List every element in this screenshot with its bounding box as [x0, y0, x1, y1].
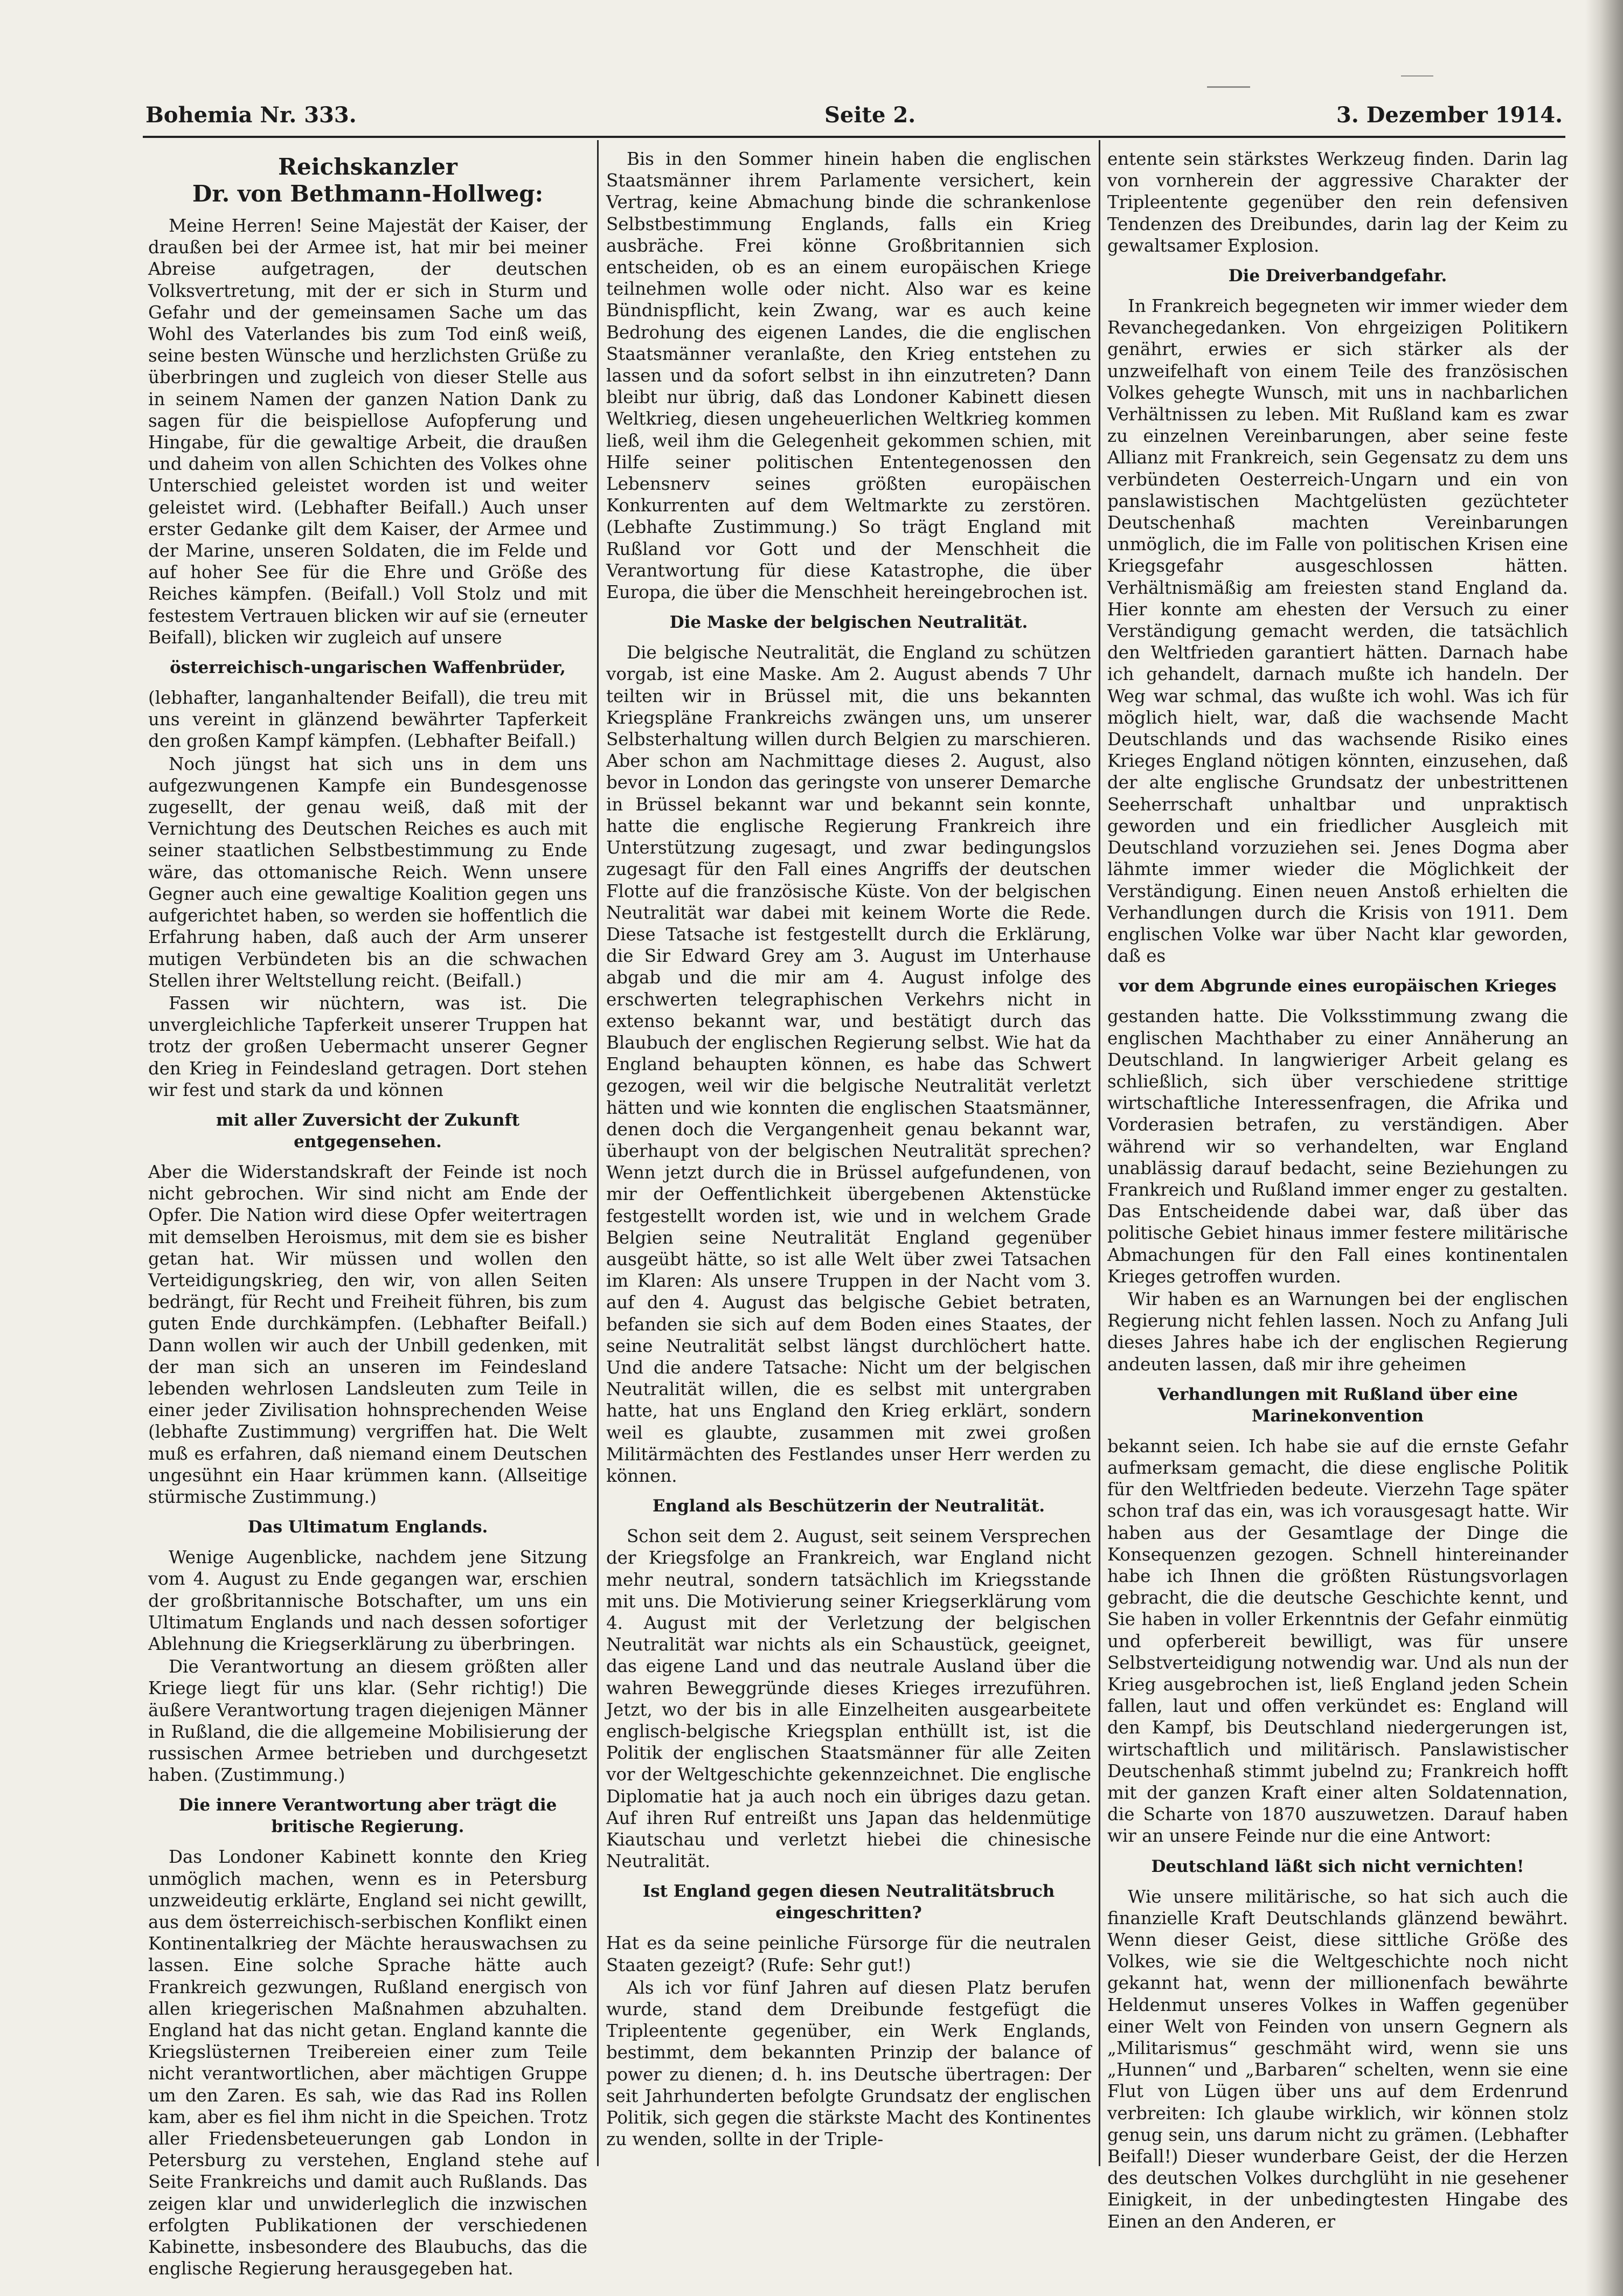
paragraph: gestanden hatte. Die Volksstimmung zwang die englischen Machthaber zu einer Annäherung an Deutschland. In langwieriger Arbeit gelang es schließlich, sich über verschiedene strittige wirtschaftliche Interessenfragen, die Afrika und Vorderasien betrafen, zu verständigen. Aber während wir so verhandelten, war England unablässig darauf bedacht, seine Beziehungen zu Frankreich und Rußland immer enger zu gestalten. Das Entscheidende dabei war, daß über das politische Gebiet hinaus immer festere militärische Abmachungen für den Fall eines kontinentalen Krieges getroffen wurden.	[1107, 1006, 1568, 1287]
paragraph: Fassen wir nüchtern, was ist. Die unvergleichliche Tapferkeit unserer Truppen hat trotz der großen Uebermacht unserer Gegner den Krieg in Feindesland getragen. Dort stehen wir fest und stark da und können	[148, 993, 587, 1100]
column-2	[606, 148, 1091, 2163]
subheading: österreichisch-ungarischen Waffenbrüder,	[170, 658, 566, 678]
subheading: Das Ultimatum Englands.	[247, 1517, 488, 1537]
column-3	[1107, 148, 1568, 2232]
paragraph: Das Londoner Kabinett konnte den Krieg unmöglich machen, wenn es in Petersburg unzweideutig erklärte, England sei nicht gewillt, aus dem österreichisch-serbischen Konflikt einen Kontinentalkrieg der Mächte herauswachsen zu lassen. Eine solche Sprache hätte auch Frankreich gezwungen, Rußland energisch von allen kriegerischen Maßnahmen abzuhalten. England hat das nicht getan. England kannte die Kriegslüsternen Treibereien einer zum Teile nicht verantwortlichen, aber mächtigen Gruppe um den Zaren. Es sah, wie das Rad ins Rollen kam, aber es fiel ihm nicht in die Speichen. Trotz aller Friedensbeteuerungen gab London in Petersburg zu verstehen, England stehe auf Seite Frankreichs und damit auch Rußlands. Das zeigen klar und unwiderleglich die inzwischen erfolgten Publikationen der verschiedenen Kabinette, insbesondere des Blaubuchs, das die englische Regierung herausgegeben hat.	[148, 1847, 587, 2279]
subheading: England als Beschützerin der Neutralität.	[652, 1496, 1045, 1516]
column-rule-2	[1099, 140, 1100, 2166]
ink-speck	[1207, 86, 1250, 88]
issue-label: Bohemia Nr. 333.	[145, 102, 357, 128]
speaker-name: Dr. von Bethmann-Hollweg:	[192, 181, 544, 207]
subheading: Die Dreiverbandgefahr.	[1228, 266, 1447, 286]
paragraph: bekannt seien. Ich habe sie auf die ernste Gefahr aufmerksam gemacht, die diese englische Politik für den Weltfrieden bedeute. Vierzehn Tage später schon traf das ein, was ich vorausgesagt hatte. Wir haben aus der Gesamtlage der Dinge die Konsequenzen gezogen. Schnell hintereinander habe ich Ihnen die größten Rüstungsvorlagen gebracht, die die deutsche Geschichte kennt, und Sie haben in voller Erkenntnis der Gefahr einmütig und opferbereit bewilligt, was für unsere Selbstverteidigung notwendig war. Und als nun der Krieg ausgebrochen ist, ließ England jeden Schein fallen, laut und offen verkündet es: England will den Kampf, bis Deutschland niedergerungen ist, wirtschaftlich und militärisch. Panslawistischer Deutschenhaß stimmt jubelnd zu; Frankreich hofft mit der ganzen Kraft einer alten Soldatennation, die Scharte von 1870 auszuwetzen. Darauf haben wir an unsere Feinde nur die eine Antwort:	[1107, 1435, 1568, 1847]
running-head	[145, 97, 1563, 140]
paragraph: In Frankreich begegneten wir immer wieder dem Revanchegedanken. Von ehrgeizigen Politikern genährt, erwies er sich stärker als der unzweifelhaft von einem Teile des französischen Volkes gehegte Wunsch, mit uns in nachbarlichen Verhältnissen zu leben. Mit Rußland kam es zwar zu einzelnen Vereinbarungen, aber seine feste Allianz mit Frankreich, sein Gegensatz zu dem uns verbündeten Oesterreich-Ungarn und ein von panslawistischen Machtgelüsten gezüchteter Deutschenhaß machten Vereinbarungen unmöglich, die im Falle von politischen Krisen eine Kriegsgefahr ausgeschlossen hätten. Verhältnismäßig am freiesten stand England da. Hier konnte am ehesten der Versuch zu einer Verständigung gemacht werden, die tatsächlich den Weltfrieden garantiert hätten. Darnach habe ich gehandelt, darnach mußte ich handeln. Der Weg war schmal, das wußte ich wohl. Was ich für möglich hielt, war, daß die wachsende Macht Deutschlands und das wachsende Risiko eines Krieges England nötigen könnten, einzusehen, daß der alte englische Grundsatz der unbestrittenen Seeherrschaft unhaltbar und unpraktisch geworden und ein friedlicher Ausgleich mit Deutschland vorzuziehen sei. Jenes Dogma aber lähmte immer wieder die Möglichkeit der Verständigung. Einen neuen Anstoß erhielten die Verhandlungen durch die Krisis von 1911. Dem englischen Volke war über Nacht klar geworden, daß es	[1107, 296, 1568, 967]
paragraph: Hat es da seine peinliche Fürsorge für die neutralen Staaten gezeigt? (Rufe: Sehr gut!)	[606, 1933, 1091, 1975]
subheading: vor dem Abgrunde eines europäischen Krieges	[1119, 976, 1557, 996]
paragraph: Wenige Augenblicke, nachdem jene Sitzung vom 4. August zu Ende gegangen war, erschien der großbritannische Botschafter, um uns ein Ultimatum Englands und nach dessen sofortiger Ablehnung die Kriegserklärung zu überbringen.	[148, 1547, 587, 1654]
paragraph: entente sein stärkstes Werkzeug finden. Darin lag von vornherein der aggressive Charakter der Tripleentente gegenüber den rein defensiven Tendenzen des Dreibundes, darin lag der Keim zu gewaltsamer Explosion.	[1107, 149, 1568, 256]
header-rule	[143, 136, 1565, 138]
ink-speck	[1401, 75, 1433, 77]
paragraph: Wir haben es an Warnungen bei der englischen Regierung nicht fehlen lassen. Noch zu Anfang Juli dieses Jahres habe ich der englischen Regierung andeuten lassen, daß mir ihre geheimen	[1107, 1288, 1568, 1375]
page-edge-shadow	[1585, 0, 1623, 2296]
paragraph: Noch jüngst hat sich uns in dem uns aufgezwungenen Kampfe ein Bundesgenosse zugesellt, der genau weiß, daß mit der Vernichtung des Deutschen Reiches es auch mit seiner staatlichen Selbstbestimmung zu Ende wäre, das ottomanische Reich. Wenn unsere Gegner auch eine gewaltige Koalition gegen uns aufgerichtet haben, so werden sie hoffentlich die Erfahrung haben, daß auch der Arm unserer mutigen Verbündeten bis an die schwachen Stellen ihrer Weltstellung reicht. (Beifall.)	[148, 753, 587, 991]
subheading: Verhandlungen mit Rußland über eine Marinekonvention	[1157, 1384, 1518, 1426]
paragraph: Schon seit dem 2. August, seit seinem Versprechen der Kriegsfolge an Frankreich, war England nicht mehr neutral, sondern tatsächlich im Kriegsstande mit uns. Die Motivierung seiner Kriegserklärung vom 4. August mit der Verletzung der belgischen Neutralität war nichts als ein Schaustück, geeignet, das eigene Land und das neutrale Ausland über die wahren Beweggründe dieses Krieges irrezuführen. Jetzt, wo der bis in alle Einzelheiten ausgearbeitete englisch-belgische Kriegsplan enthüllt ist, ist die Politik der englischen Staatsmänner für alle Zeiten vor der Weltgeschichte gekennzeichnet. Die englische Diplomatie hat ja auch noch ein übriges dazu getan. Auf ihren Ruf entreißt uns Japan das heldenmütige Kiautschau und verletzt hiebei die chinesische Neutralität.	[606, 1526, 1091, 1872]
subheading: Die Maske der belgischen Neutralität.	[669, 613, 1028, 633]
column-rule-1	[597, 140, 599, 2166]
subheading: Die innere Verantwortung aber trägt die britische Regierung.	[178, 1795, 557, 1837]
subheading: mit aller Zuversicht der Zukunft entgegensehen.	[216, 1110, 520, 1152]
paragraph: Bis in den Sommer hinein haben die englischen Staatsmänner ihrem Parlamente versichert, kein Vertrag, keine Abmachung binde die schrankenlose Selbstbestimmung Englands, falls ein Krieg ausbräche. Frei könne Großbritannien sich entscheiden, ob es an einem europäischen Kriege teilnehmen wolle oder nicht. Also war es keine Bündnispflicht, kein Zwang, war es auch keine Bedrohung des eigenen Landes, die die englischen Staatsmänner veranlaßte, den Krieg entstehen zu lassen und da sofort selbst in ihn einzutreten? Dann bleibt nur übrig, daß das Londoner Kabinett diesen Weltkrieg, diesen ungeheuerlichen Weltkrieg kommen ließ, weil ihm die Gelegenheit gekommen schien, mit Hilfe seiner politischen Ententegenossen den Lebensnerv seines größten europäischen Konkurrenten auf dem Weltmarkte zu zerstören. (Lebhafte Zustimmung.) So trägt England mit Rußland vor Gott und der Menschheit die Verantwortung für diese Katastrophe, die über Europa, die über die Menschheit hereingebrochen ist.	[606, 149, 1091, 603]
issue-date: 3. Dezember 1914.	[1336, 102, 1563, 128]
page-number: Seite 2.	[824, 102, 916, 128]
subheading: Ist England gegen diesen Neutralitätsbruch eingeschritten?	[642, 1882, 1055, 1923]
speaker-title: Reichskanzler	[278, 154, 457, 180]
paragraph: Wie unsere militärische, so hat sich auch die finanzielle Kraft Deutschlands glänzend bewährt. Wenn dieser Geist, diese sittliche Größe des Volkes, wie sie die Weltgeschichte noch nicht gekannt hat, wenn der millionenfach bewährte Heldenmut unseres Volkes in Waffen gegenüber einer Welt von Feinden von unsern Gegnern als „Militarismus“ geschmäht wird, wenn sie uns „Hunnen“ und „Barbaren“ schelten, wenn sie eine Flut von Lügen über uns auf dem Erdenrund verbreiten: Ich glaube wirklich, wir können stolz genug sein, uns darum nicht zu grämen. (Lebhafter Beifall!) Dieser wunderbare Geist, der die Herzen des deutschen Volkes durchglüht in nie gesehener Einigkeit, in der unbedingtesten Hingabe des Einen an den Anderen, er	[1107, 1886, 1568, 2232]
paragraph: Als ich vor fünf Jahren auf diesen Platz berufen wurde, stand dem Dreibunde festgefügt die Tripleentente gegenüber, ein Werk Englands, bestimmt, dem bekannten Prinzip der balance of power zu dienen; d. h. ins Deutsche übertragen: Der seit Jahrhunderten befolgte Grundsatz der englischen Politik, sich gegen die stärkste Macht des Kontinentes zu wenden, sollte in der Triple-	[606, 1977, 1091, 2150]
column-1	[148, 148, 587, 2279]
paragraph: Die Verantwortung an diesem größten aller Kriege liegt für uns klar. (Sehr richtig!) Die äußere Verantwortung tragen diejenigen Männer in Rußland, die die allgemeine Mobilisierung der russischen Armee betrieben und durchgesetzt haben. (Zustimmung.)	[148, 1656, 587, 1786]
paragraph: Aber die Widerstandskraft der Feinde ist noch nicht gebrochen. Wir sind nicht am Ende der Opfer. Die Nation wird diese Opfer weitertragen mit demselben Heroismus, mit dem sie es bisher getan hat. Wir müssen und wollen den Verteidigungskrieg, den wir, von allen Seiten bedrängt, für Recht und Freiheit führen, bis zum guten Ende durchkämpfen. (Lebhafter Beifall.) Dann wollen wir auch der Unbill gedenken, mit der man sich an unseren im Feindesland lebenden wehrlosen Landsleuten zum Teile in einer jeder Zivilisation hohnsprechenden Weise (lebhafte Zustimmung) vergriffen hat. Die Welt muß es erfahren, daß niemand einem Deutschen ungesühnt ein Haar krümmen kann. (Allseitige stürmische Zustimmung.)	[148, 1161, 587, 1507]
paragraph: (lebhafter, langanhaltender Beifall), die treu mit uns vereint in glänzend bewährter Tapferkeit den großen Kampf kämpfen. (Lebhafter Beifall.)	[148, 688, 587, 752]
paragraph: Meine Herren! Seine Majestät der Kaiser, der draußen bei der Armee ist, hat mir bei meiner Abreise aufgetragen, der deutschen Volksvertretung, mit der er sich in Sturm und Gefahr und der gemeinsamen Sache um das Wohl des Vaterlandes bis zum Tod einß weiß, seine besten Wünsche und herzlichsten Grüße zu überbringen und zugleich von dieser Stelle aus in seinem Namen der ganzen Nation Dank zu sagen für die beispiellose Aufopferung und Hingabe, für die gewaltige Arbeit, die draußen und daheim von allen Schichten des Volkes ohne Unterschied geleistet worden ist und weiter geleistet wird. (Lebhafter Beifall.) Auch unser erster Gedanke gilt dem Kaiser, der Armee und der Marine, unseren Soldaten, die im Felde und auf hoher See für die Ehre und Größe des Reiches kämpfen. (Beifall.) Voll Stolz und mit festestem Vertrauen blicken wir auf sie (erneuter Beifall), blicken wir zugleich auf unsere	[148, 216, 587, 648]
paragraph: Die belgische Neutralität, die England zu schützen vorgab, ist eine Maske. Am 2. August abends 7 Uhr teilten wir in Brüssel mit, die uns bekannten Kriegspläne Frankreichs zwängen uns, um unserer Selbsterhaltung willen durch Belgien zu marschieren. Aber schon am Nachmittage dieses 2. August, also bevor in London das geringste von unserer Demarche in Brüssel bekannt war und bekannt sein konnte, hatte die englische Regierung Frankreich ihre Unterstützung zugesagt, und zwar bedingungslos zugesagt für den Fall eines Angriffs der deutschen Flotte auf die französische Küste. Von der belgischen Neutralität war dabei mit keinem Worte die Rede. Diese Tatsache ist festgestellt durch die Erklärung, die Sir Edward Grey am 3. August im Unterhause abgab und die mir am 4. August infolge des erschwerten telegraphischen Verkehrs nicht in extenso bekannt war, und bestätigt durch das Blaubuch der englischen Regierung selbst. Wie hat da England behaupten können, es habe das Schwert gezogen, weil wir die belgische Neutralität verletzt hätten und wie konnten die englischen Staatsmänner, denen doch die Vergangenheit genau bekannt war, überhaupt von der belgischen Neutralität sprechen? Wenn jetzt durch die in Brüssel aufgefundenen, von mir der Oeffentlichkeit übergebenen Aktenstücke festgestellt worden ist, wie und in welchem Grade Belgien seine Neutralität England gegenüber ausgeübt hätte, so ist alle Welt über zwei Tatsachen im Klaren: Als unsere Truppen in der Nacht vom 3. auf den 4. August das belgische Gebiet betraten, befanden sie sich auf dem Boden eines Staates, der seine Neutralität selbst längst durchlöchert hatte. Und die andere Tatsache: Nicht um der belgischen Neutralität willen, die es selbst mit untergraben hatte, hat uns England den Krieg erklärt, sondern weil es glaubte, zusammen mit zwei großen Militärmächten des Festlandes unser Herr werden zu können.	[606, 642, 1091, 1486]
subheading: Deutschland läßt sich nicht vernichten!	[1151, 1856, 1524, 1876]
speaker-heading	[148, 154, 587, 207]
